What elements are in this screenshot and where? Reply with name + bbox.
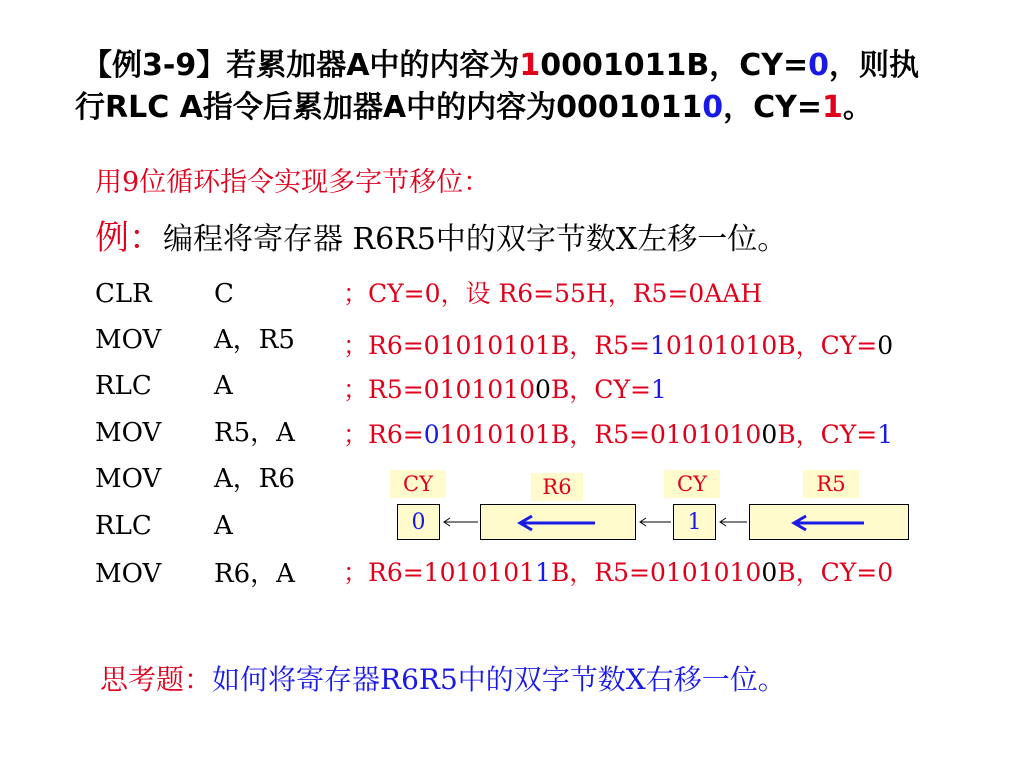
code-comment bbox=[343, 331, 893, 361]
text-run: 1 bbox=[822, 90, 843, 125]
code-op: MOV bbox=[95, 559, 162, 589]
cy-label-right: CY bbox=[664, 470, 720, 498]
question-text: 如何将寄存器R6R5中的双字节数X右移一位。 bbox=[212, 663, 786, 696]
text-run: 0101010B，CY= bbox=[665, 331, 878, 360]
text-run: B，R5=0101010 bbox=[550, 558, 762, 587]
text-run: 1 bbox=[650, 375, 667, 404]
text-run: 0 bbox=[423, 420, 440, 449]
code-op: MOV bbox=[95, 325, 162, 355]
code-comment bbox=[343, 279, 762, 309]
text-run: 【例3-9】若累加器A中的内容为 bbox=[82, 48, 520, 83]
text-run: 0001011 bbox=[556, 90, 703, 125]
code-arg: C bbox=[214, 279, 234, 309]
code-arg: R6，A bbox=[214, 559, 295, 589]
code-comment bbox=[343, 558, 893, 588]
text-run: 1 bbox=[519, 48, 541, 83]
example-line bbox=[95, 210, 787, 259]
text-run: 0 bbox=[877, 331, 894, 360]
text-run: 0 bbox=[702, 90, 724, 125]
text-run: ；CY=0，设 R6=55H，R5=0AAH bbox=[343, 279, 763, 308]
text-run: 0 bbox=[877, 558, 894, 587]
rotate-diagram bbox=[390, 470, 920, 550]
text-run: ，则执 bbox=[829, 48, 920, 83]
text-run: 。 bbox=[842, 90, 873, 125]
code-arg: A，R5 bbox=[214, 325, 295, 355]
example-text: 编程将寄存器 R6R5中的双字节数X左移一位。 bbox=[163, 222, 788, 257]
text-run: 0 bbox=[761, 420, 778, 449]
code-op: RLC bbox=[95, 371, 152, 401]
heading-line-1 bbox=[82, 46, 919, 86]
code-arg: A，R6 bbox=[214, 464, 295, 494]
text-run: B，CY= bbox=[777, 558, 878, 587]
code-comment bbox=[343, 375, 667, 405]
text-run: 1 bbox=[877, 420, 894, 449]
text-run: ；R6=1010101 bbox=[343, 558, 536, 587]
cy-label-left: CY bbox=[390, 470, 446, 498]
text-run: ；R6=01010101B，R5= bbox=[343, 331, 650, 360]
code-arg: A bbox=[214, 511, 233, 541]
cy-box-right: 1 bbox=[673, 504, 716, 540]
text-run: ；R5=0101010 bbox=[343, 375, 536, 404]
cy-box-left: 0 bbox=[397, 504, 440, 540]
code-op: CLR bbox=[95, 279, 152, 309]
example-label: 例： bbox=[95, 218, 163, 258]
code-op: RLC bbox=[95, 511, 152, 541]
text-run: 0001011B，CY= bbox=[540, 48, 809, 83]
code-arg: R5，A bbox=[214, 418, 295, 448]
text-run: 0 bbox=[535, 375, 551, 404]
code-op: MOV bbox=[95, 418, 162, 448]
thinking-question bbox=[100, 658, 786, 698]
text-run: ，CY= bbox=[723, 90, 823, 125]
text-run: 0 bbox=[808, 48, 830, 83]
text-run: B，CY= bbox=[777, 420, 878, 449]
subtitle: 用9位循环指令实现多字节移位： bbox=[95, 167, 491, 198]
code-comment bbox=[343, 420, 893, 450]
text-run: B，CY= bbox=[550, 375, 651, 404]
text-run: 行RLC A指令后累加器A中的内容为 bbox=[75, 90, 557, 125]
diagram-arrows bbox=[390, 470, 920, 550]
r6-label: R6 bbox=[531, 473, 583, 501]
question-label: 思考题： bbox=[100, 663, 213, 696]
text-run: ；R6= bbox=[343, 420, 424, 449]
text-run: 0 bbox=[761, 558, 778, 587]
r5-label: R5 bbox=[803, 470, 859, 498]
code-arg: A bbox=[214, 371, 233, 401]
text-run: 1 bbox=[535, 558, 551, 587]
text-run: 1 bbox=[649, 331, 666, 360]
text-run: 1010101B，R5=0101010 bbox=[439, 420, 762, 449]
heading-line-2 bbox=[75, 88, 873, 128]
code-op: MOV bbox=[95, 464, 162, 494]
